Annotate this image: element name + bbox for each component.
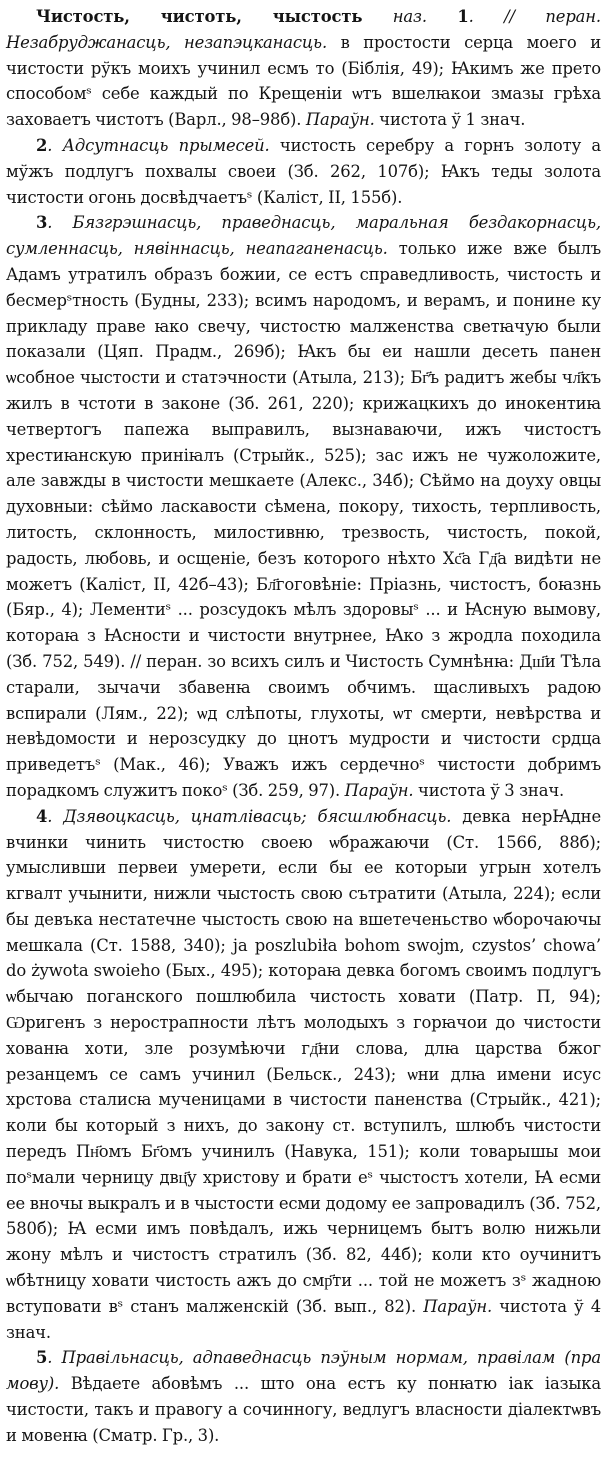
sense-number: 5 bbox=[36, 1348, 48, 1368]
sense-gloss: . Бязгрэшнасць, праведнасць, маральная бездакорнасць, сумленнасць, нявіннасць, неапаганенасць. bbox=[6, 213, 601, 259]
sense-gloss: . Адсутнасць прымесей. bbox=[47, 135, 270, 155]
sense-gloss: . Дзявоцкасць, цнатлівасць; бясшлюбнасць. bbox=[47, 806, 452, 826]
sense-number: 2 bbox=[36, 135, 48, 155]
sense-citations: в простости серца моего и чистости рўкъ моихъ учинил есмъ то (Біблія, 49); Ꙗкимъ же прето способомˢ себе каждый по Крещеніи ѡтъ вшелꙗкои змазы грѣха заховаетъ чистотъ (Варл., 98–98б). bbox=[6, 32, 601, 130]
compare-label: Параўн. bbox=[344, 780, 414, 800]
sense-1 bbox=[6, 4, 601, 133]
sense-4 bbox=[6, 804, 601, 1346]
sense-2 bbox=[6, 133, 601, 210]
compare-label: Параўн. bbox=[305, 110, 375, 130]
part-of-speech: наз. bbox=[392, 7, 427, 26]
compare-reference: чистота ў 3 знач. bbox=[413, 780, 565, 800]
sense-number: 3 bbox=[36, 213, 48, 233]
headword: Чистость, чистоть, чыстость bbox=[36, 7, 363, 26]
sense-gloss: . Правільнасць, адпаведнасць пэўным нормам, правілам (пра мову). bbox=[6, 1348, 601, 1394]
compare-label: Параўн. bbox=[423, 1296, 493, 1316]
sense-gloss: . // перан. Незабруджанасць, незапэцканасць. bbox=[6, 7, 601, 52]
compare-reference: чистота ў 4 знач. bbox=[6, 1296, 602, 1342]
sense-citations: Вѣдаете абовѣмъ ... што она естъ ку понꙗтю іак іазыка чистости, такъ и правогу а сочинногу, ведлугъ власности діалектѡвъ и мовенꙗ (Сматр. Гр., 3). bbox=[6, 1374, 601, 1445]
compare-reference: чистота ў 1 знач. bbox=[374, 110, 526, 130]
sense-citations: девка нерꙖдне вчинки чинить чистостю своею ѡбражаючи (Ст. 1566, 88б); умысливши первеи умерети, если бы ее которыи угрын хотелъ кгвалт учынити, нижли чыстость свою сътратити (Атыла, 224); если бы девъка нестатечне чыстость свою на вшетеченьство ѡборочаючы мешкала (Ст. 1588, 340); ja poszlubiła bohom swojm, czystos’ chowa’ do żywota swoieho (Бых., 495); котораꙗ девка богомъ своимъ подлугъ ѡбычаю поганского пошлюбила чистость ховати (Патр. П, 94); Ѡригенъ з нерострапности лѣтъ молодыхъ з горꙗчои до чистости хованꙗ хоти, зле розумѣючи гд҃ни слова, длꙗ царства бжог резанцемъ се самъ учинил (Бельск., 243); ѡни длꙗ имени исус хрстова сталисꙗ мученицами в чистости паненства (Стрыйк., 421); коли бы который з нихъ, до закону ст. вступилъ, шлюбъ чистости передъ Пн҃омъ Бг҃омъ учинилъ (Навука, 151); коли товарышы мои поˢмали черницу двц҃у христову и брати еˢ чыстостъ хотели, Ꙗ есми ее вночы выкралъ и в чыстости есми додому ее запровадилъ (Зб. 752, 580б); Ꙗ есми имъ повѣдалъ, ижь черницемъ бытъ волю нижьли жону мѣлъ и чистостъ стратилъ (Зб. 82, 44б); коли кто оучинитъ ѡбѣтницу ховати чистость ажъ до смр҃ти ... той не можетъ зˢ жадною вступовати вˢ станъ малженскій (Зб. вып., 82). bbox=[6, 806, 601, 1316]
sense-3 bbox=[6, 210, 601, 803]
sense-5 bbox=[6, 1345, 601, 1448]
sense-number: 1 bbox=[457, 7, 469, 26]
sense-number: 4 bbox=[36, 806, 48, 826]
sense-citations: чистость серебру а горнъ золоту а мўжъ подлугъ похвалы своеи (Зб. 262, 107б); Ꙗкъ теды золота чистости огонь досвѣдчаетъˢ (Каліст, II, 155б). bbox=[6, 135, 601, 207]
sense-citations: только иже вже былъ Адамъ утратилъ образъ божии, се естъ справедливость, чистость и бесмерˢтность (Будны, 233); всимъ народомъ, и верамъ, и понине ку прикладу праве ꙗко свечу, чистостю малженства светꙗчую были показали (Цяп. Прадм., 269б); Ꙗкъ бы еи нашли десеть панен ѡсобное чыстости и статэчности (Атыла, 213); Бг҃ъ радитъ жебы чл҃къ жилъ в чстоти в законе (Зб. 261, 220); крижацкихъ до инокентиꙗ четвертогъ папежа выправилъ, вызнаваючи, ижъ чистостъ хрестиꙗнскую приніꙗлъ (Стрыйк., 525); зас ижъ не чужоложите, але завжды в чистости мешкаете (Алекс., 34б); Сѣймо на доуху овцы духовныи: сѣймо ласкавости сѣмена, покору, тихость, терпливость, литость, склонность, милостивню, трезвость, чистость, покой, радость, любовь, и осщеніе, безъ которого нѣхто Хс҃а Гд҃а видѣти не можетъ (Каліст, II, 42б–43); Бл҃гоговѣніе: Пріазнь, чистостъ, боꙗзнь (Бяр., 4); Лементиˢ ... розсудокъ мѣлъ здоровыˢ ... и Ꙗсную вымову, котораꙗ з Ꙗсности и чистости внутрнее, Ꙗко з жродла походила (Зб. 752, 549). // перан. зо всихъ силъ и Чистость Сумнѣнꙗ: Дш҃и Тѣла старали, зычачи збавенꙗ своимъ обчимъ. щасливыхъ радою вспирали (Лям., 22); ѡд слѣпоты, глухоты, ѡт смерти, невѣрства и невѣдомости и нерозсудку до цнотъ мудрости и чистости срдца приведетъˢ (Мак., 46); Уважъ ижъ сердечноˢ чистости добримъ порадкомъ служитъ покоˢ (Зб. 259, 97). bbox=[6, 239, 601, 800]
